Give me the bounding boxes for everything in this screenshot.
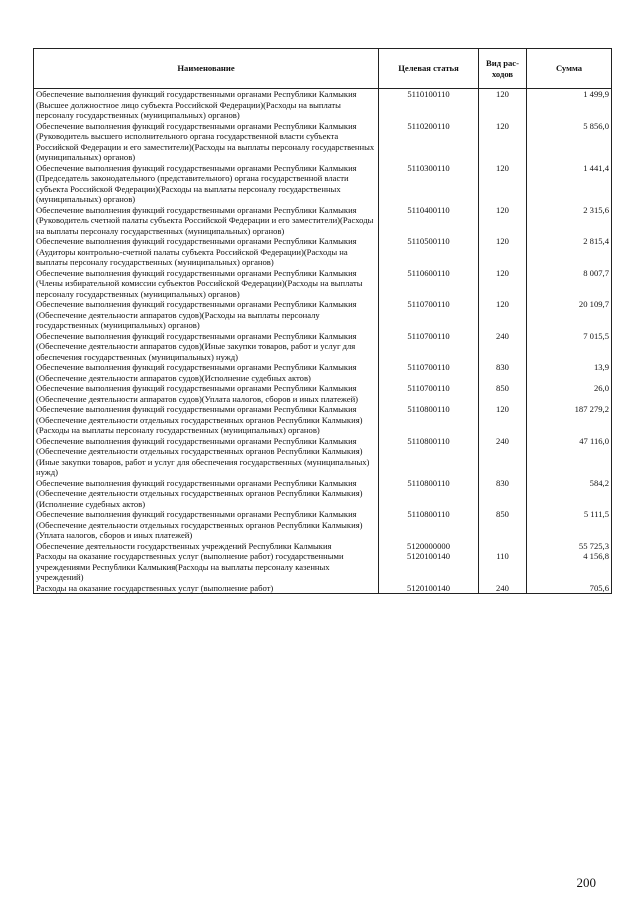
cell-name: Расходы на оказание государственных услуг (выполнение работ) [34, 583, 379, 594]
cell-name: Обеспечение выполнения функций государственными органами Республики Калмыкия (Члены избирательной комиссии субъектов Российской Федерации)(Расходы на выплаты персоналу государственных (муниципальных) органов) [34, 268, 379, 300]
table-row [34, 331, 612, 363]
cell-sum: 1 441,4 [527, 163, 612, 205]
cell-code: 5110100110 [379, 89, 479, 121]
cell-sum: 13,9 [527, 362, 612, 383]
cell-sum: 5 111,5 [527, 509, 612, 541]
cell-code: 5110700110 [379, 331, 479, 363]
cell-name: Обеспечение выполнения функций государственными органами Республики Калмыкия (Руководитель высшего исполнительного органа государственной власти субъекта Российской Федерации и его заместители)(Расходы на выплаты персоналу государственных (муниципальных) органов) [34, 121, 379, 163]
cell-code: 5110800110 [379, 404, 479, 436]
table-row [34, 436, 612, 478]
cell-kind: 120 [479, 121, 527, 163]
cell-kind: 120 [479, 89, 527, 121]
cell-name: Обеспечение выполнения функций государственными органами Республики Калмыкия (Аудиторы контрольно-счетной палаты субъекта Российской Федерации)(Расходы на выплаты персоналу государственных (муниципальных) органов) [34, 236, 379, 268]
cell-kind: 120 [479, 205, 527, 237]
table-row [34, 551, 612, 583]
cell-kind: 240 [479, 436, 527, 478]
cell-kind: 240 [479, 583, 527, 594]
header-code: Целевая статья [379, 49, 479, 89]
cell-code: 5110500110 [379, 236, 479, 268]
cell-sum: 26,0 [527, 383, 612, 404]
cell-sum: 187 279,2 [527, 404, 612, 436]
cell-name: Обеспечение выполнения функций государственными органами Республики Калмыкия (Обеспечение деятельности аппаратов судов)(Расходы на выплаты персоналу государственных (муниципальных) органов) [34, 299, 379, 331]
cell-name: Обеспечение выполнения функций государственными органами Республики Калмыкия (Обеспечение деятельности отдельных государственных органов Республики Калмыкия)(Иные закупки товаров, работ и услуг для обеспечения государственных (муниципальных) нужд) [34, 436, 379, 478]
cell-kind: 240 [479, 331, 527, 363]
table-row [34, 268, 612, 300]
cell-name: Обеспечение деятельности государственных учреждений Республики Калмыкия [34, 541, 379, 552]
cell-name: Обеспечение выполнения функций государственными органами Республики Калмыкия (Обеспечение деятельности отдельных государственных органов Республики Калмыкия)(Расходы на выплаты персоналу государственных (муниципальных) органов) [34, 404, 379, 436]
header-sum: Сумма [527, 49, 612, 89]
cell-code: 5110600110 [379, 268, 479, 300]
cell-sum: 7 015,5 [527, 331, 612, 363]
cell-name: Обеспечение выполнения функций государственными органами Республики Калмыкия (Высшее должностное лицо субъекта Российской Федерации)(Расходы на выплаты персоналу государственных (муниципальных) органов) [34, 89, 379, 121]
table-row [34, 541, 612, 552]
cell-code: 5110700110 [379, 383, 479, 404]
cell-name: Обеспечение выполнения функций государственными органами Республики Калмыкия (Обеспечение деятельности отдельных государственных органов Республики Калмыкия)(Уплата налогов, сборов и иных платежей) [34, 509, 379, 541]
cell-name: Обеспечение выполнения функций государственными органами Республики Калмыкия (Обеспечение деятельности аппаратов судов)(Уплата налогов, сборов и иных платежей) [34, 383, 379, 404]
table-row [34, 121, 612, 163]
cell-kind [479, 541, 527, 552]
cell-name: Обеспечение выполнения функций государственными органами Республики Калмыкия (Председатель законодательного (представительного) органа государственной власти субъекта Российской Федерации)(Расходы на выплаты персоналу государственных (муниципальных) органов) [34, 163, 379, 205]
cell-kind: 110 [479, 551, 527, 583]
cell-kind: 830 [479, 362, 527, 383]
table-row [34, 404, 612, 436]
cell-name: Расходы на оказание государственных услуг (выполнение работ) государственными учреждениями Республики Калмыкия(Расходы на выплаты персоналу казенных учреждений) [34, 551, 379, 583]
table-row [34, 383, 612, 404]
cell-code: 5110300110 [379, 163, 479, 205]
table-row [34, 163, 612, 205]
cell-code: 5110200110 [379, 121, 479, 163]
table-body [34, 89, 612, 594]
cell-code: 5120100140 [379, 583, 479, 594]
table-row [34, 509, 612, 541]
cell-code: 5120100140 [379, 551, 479, 583]
cell-sum: 55 725,3 [527, 541, 612, 552]
table-row [34, 89, 612, 121]
cell-code: 5110700110 [379, 299, 479, 331]
cell-sum: 47 116,0 [527, 436, 612, 478]
cell-kind: 850 [479, 383, 527, 404]
cell-kind: 850 [479, 509, 527, 541]
page-number: 200 [576, 875, 596, 890]
table-row [34, 478, 612, 510]
table-row [34, 205, 612, 237]
budget-table [33, 48, 612, 594]
cell-sum: 1 499,9 [527, 89, 612, 121]
cell-kind: 120 [479, 404, 527, 436]
cell-kind: 120 [479, 299, 527, 331]
cell-sum: 20 109,7 [527, 299, 612, 331]
table-row [34, 583, 612, 594]
header-name: Наименование [34, 49, 379, 89]
cell-kind: 120 [479, 163, 527, 205]
cell-sum: 2 815,4 [527, 236, 612, 268]
cell-code: 5110700110 [379, 362, 479, 383]
cell-code: 5120000000 [379, 541, 479, 552]
table-row [34, 362, 612, 383]
cell-sum: 8 007,7 [527, 268, 612, 300]
cell-kind: 120 [479, 236, 527, 268]
cell-kind: 120 [479, 268, 527, 300]
header-kind: Вид рас-ходов [479, 49, 527, 89]
cell-sum: 4 156,8 [527, 551, 612, 583]
cell-sum: 5 856,0 [527, 121, 612, 163]
cell-name: Обеспечение выполнения функций государственными органами Республики Калмыкия (Обеспечение деятельности аппаратов судов)(Иные закупки товаров, работ и услуг для обеспечения государственных (муниципальных) нужд) [34, 331, 379, 363]
cell-code: 5110400110 [379, 205, 479, 237]
cell-code: 5110800110 [379, 436, 479, 478]
table-row [34, 299, 612, 331]
table-row [34, 236, 612, 268]
cell-sum: 2 315,6 [527, 205, 612, 237]
cell-code: 5110800110 [379, 509, 479, 541]
cell-sum: 705,6 [527, 583, 612, 594]
cell-name: Обеспечение выполнения функций государственными органами Республики Калмыкия (Обеспечение деятельности отдельных государственных органов Республики Калмыкия)(Исполнение судебных актов) [34, 478, 379, 510]
cell-code: 5110800110 [379, 478, 479, 510]
cell-kind: 830 [479, 478, 527, 510]
cell-name: Обеспечение выполнения функций государственными органами Республики Калмыкия (Обеспечение деятельности аппаратов судов)(Исполнение судебных актов) [34, 362, 379, 383]
cell-sum: 584,2 [527, 478, 612, 510]
table-header-row [34, 49, 612, 89]
cell-name: Обеспечение выполнения функций государственными органами Республики Калмыкия (Руководитель счетной палаты субъекта Российской Федерации и его заместители)(Расходы на выплаты персоналу государственных (муниципальных) органов) [34, 205, 379, 237]
